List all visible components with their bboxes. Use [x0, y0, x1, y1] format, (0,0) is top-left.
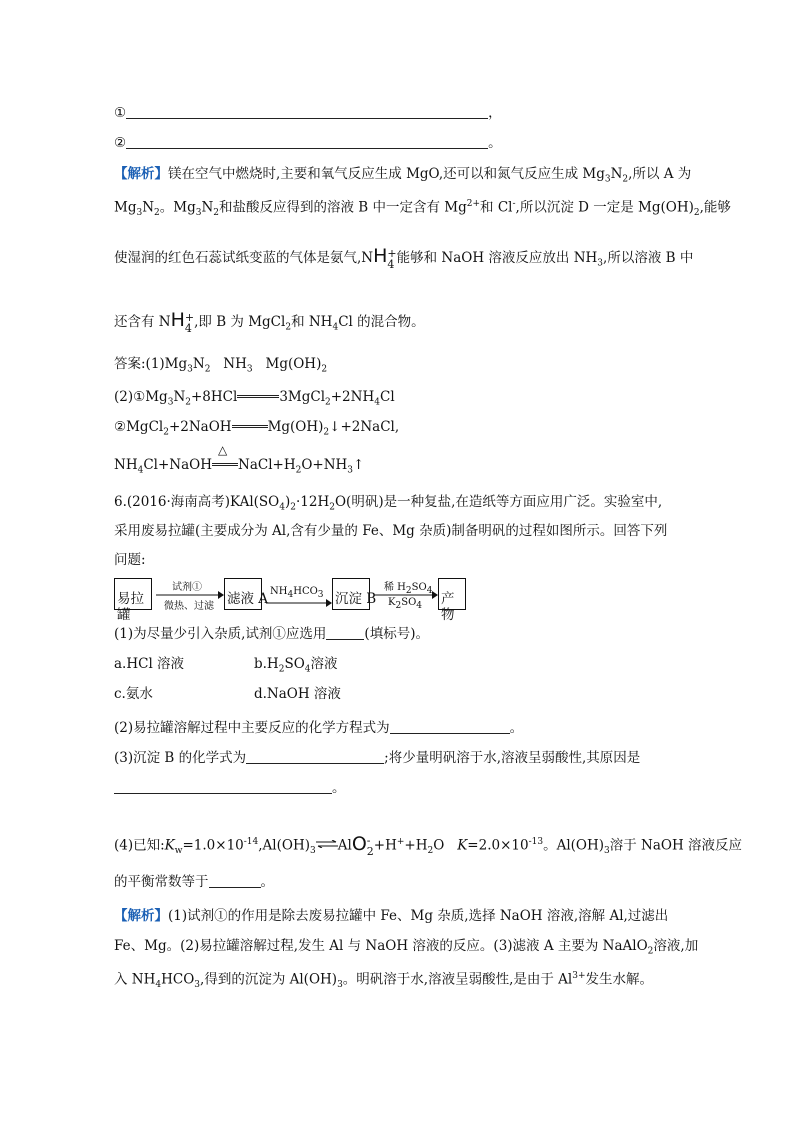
- answer-blank[interactable]: [209, 873, 261, 888]
- analysis2-line-1: 【解析】(1)试剂①的作用是除去废易拉罐中 Fe、Mg 杂质,选择 NaOH 溶液,溶解 Al,过滤出: [114, 908, 669, 924]
- options-row-2: [114, 684, 341, 704]
- ammonium-formula: NH + 4: [158, 309, 195, 335]
- flow-box-filtrate: 滤液 A: [224, 578, 262, 610]
- option-b: $b.H_2SO_4$溶液: [254, 656, 338, 675]
- options-row-1: [114, 654, 338, 675]
- q6-sub-1: (1)为尽量少引入杂质,试剂①应选用 (填标号)。: [114, 626, 429, 642]
- sub-answer-2: ② 。: [114, 135, 502, 151]
- q6-sub-3-cont: 。: [114, 778, 346, 798]
- delta-icon: △: [218, 443, 228, 457]
- analysis-tag: 【解析】: [114, 166, 168, 182]
- answer-line-1: 答案$:(1)Mg_3N_2$ $NH_3$ $Mg(OH)_2$: [114, 356, 328, 375]
- flow-arrow-3: [374, 591, 438, 599]
- answer-line-4: $NH_4Cl+NaOH$ △ $NaCl+H_2O+NH_3↑$: [114, 454, 364, 481]
- answer-blank[interactable]: [114, 779, 332, 794]
- flow-box-precipitate: 沉淀 B: [332, 578, 370, 610]
- analysis2-line-3: 入 $NH_4HCO_3$,得到的沉淀为 $Al(OH)_3$。明矾溶于水,溶液呈弱酸性,是由于 $Al^{3+}$发生水解。: [114, 971, 654, 991]
- equals-sign: [232, 416, 268, 428]
- answer-line-3: ②MgCl$_2$+2NaOH $Mg(OH)_2↓+2NaCl$,: [114, 416, 399, 443]
- analysis-line-4: 还含有 NH + 4 ,即 B 为 MgCl$_2$和 $NH_4Cl$ 的混合物。: [114, 309, 425, 335]
- flow-box-product: 产物: [438, 578, 466, 610]
- analysis2-line-2: Fe、Mg。(2)易拉罐溶解过程,发生 Al 与 NaOH 溶液的反应。(3)滤液 A 主要为 NaAlO$_2$溶液,加: [114, 938, 699, 957]
- analysis-line-1: 【解析】镁在空气中燃烧时,主要和氧气反应生成 MgO,还可以和氮气反应生成 $Mg_3N_2$,所以 A 为: [114, 166, 692, 185]
- answer-blank[interactable]: [246, 749, 384, 764]
- equilibrium-arrow-icon: [316, 834, 338, 854]
- q6-line-3: 问题:: [114, 552, 146, 568]
- flow-arrow-3-bottom: $K_2SO_4$: [388, 597, 423, 611]
- option-a: a.HCl 溶液: [114, 656, 185, 672]
- sub-answer-1: ① ，: [114, 105, 502, 121]
- ammonium-formula: NH + 4: [361, 245, 397, 271]
- flow-box-can: 易拉罐: [114, 578, 152, 610]
- q6-line-1: 6.(2016·海南高考)$KAl(SO_4)_2\cdot 12H_2O$(明矾)是一种复盐,在造纸等方面应用广泛。实验室中,: [114, 494, 663, 513]
- flow-arrow-3-top: 稀 $H_2SO_4$: [384, 582, 433, 596]
- analysis-tag: 【解析】: [114, 908, 168, 924]
- option-d: d.NaOH 溶液: [254, 686, 341, 702]
- answer-blank[interactable]: [326, 625, 364, 640]
- q6-sub-3: (3)沉淀 B 的化学式为 ;将少量明矾溶于水,溶液呈弱酸性,其原因是: [114, 750, 641, 766]
- answer-blank[interactable]: [390, 719, 510, 734]
- option-c: c.氨水: [114, 686, 153, 702]
- q6-line-2: 采用废易拉罐(主要成分为 Al,含有少量的 Fe、Mg 杂质)制备明矾的过程如图所示。回答下列: [114, 523, 668, 539]
- equals-sign: [237, 386, 279, 398]
- answer-blank[interactable]: [126, 134, 488, 149]
- analysis-line-2: $Mg_3N_2$。$Mg_3N_2$和盐酸反应得到的溶液 B 中一定含有 $Mg^{2+}$和 Cl-,所以沉淀 D 一定是 $Mg(OH)_2$,能够: [114, 199, 731, 219]
- answer-line-2: $(2)①Mg_3N_2+8HCl$ $3MgCl_2+2NH_4Cl$: [114, 386, 395, 413]
- flow-arrow-1-top: 试剂①: [172, 582, 202, 593]
- q6-sub-4: (4)已知$:K_w=1.0\times 10^{-14},Al(OH)_3$ AlO - 2 $+H^++H_2O$ $K=2.0\times 10^{-13}$。$Al(OH)_3$溶于 NaOH 溶液反应: [114, 832, 743, 858]
- aluminate-formula: O - 2: [351, 832, 374, 858]
- answer-blank[interactable]: [126, 104, 488, 119]
- heating-equals-sign: [212, 443, 238, 466]
- q6-sub-2: (2)易拉罐溶解过程中主要反应的化学方程式为 。: [114, 720, 524, 736]
- analysis-line-3: 使湿润的红色石蕊试纸变蓝的气体是氨气,NH + 4 能够和 NaOH 溶液反应放出 $NH_3$,所以溶液 B 中: [114, 245, 694, 271]
- flow-arrow-2: [266, 599, 332, 607]
- flow-arrow-2-top: $NH_4HCO_3$: [270, 586, 324, 600]
- q6-sub-4-cont: 的平衡常数等于 。: [114, 874, 274, 890]
- flow-arrow-1: [156, 591, 224, 599]
- flow-arrow-1-bottom: 微热、过滤: [164, 601, 214, 612]
